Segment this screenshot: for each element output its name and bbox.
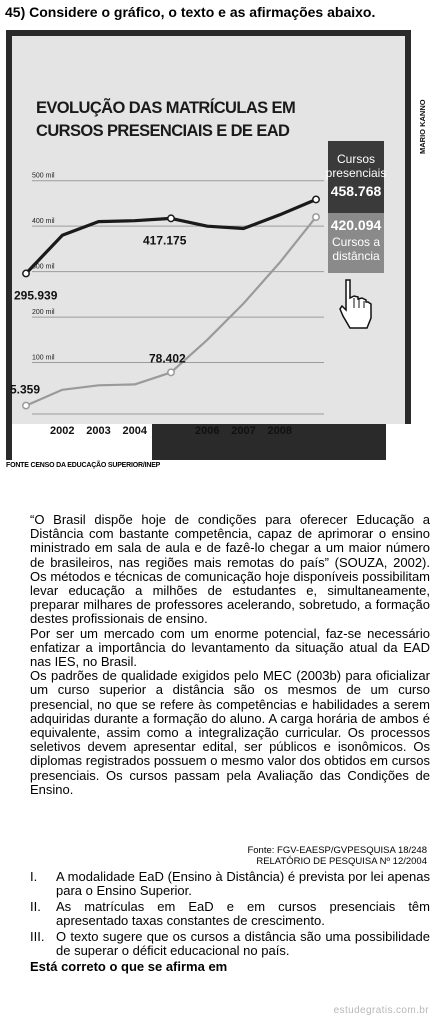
y-tick-label: 500 mil [32, 172, 55, 180]
site-watermark: estudegratis.com.br [333, 1005, 429, 1016]
statement-number: II. [30, 898, 41, 914]
passage-paragraph-3: Os padrões de qualidade exigidos pelo MEC (2003b) para oficializar um curso superior a distância são os mesmos de um curso presencial, no que se refere às competências e habilidades a serem adquiridas durante a formação do aluno. A carga horária de ambos é equivalente, assim como a integralização curricular. Os processos seletivos devem apresentar edital, ser públicos e isonômicos. Os diplomas registrados possuem o mesmo valor dos obtidos em cursos presenciais. Os cursos passam pela Avaliação das Condições de Ensino. [30, 668, 430, 797]
legend-presencial-title-1: Cursos [336, 152, 376, 166]
statement-number: I. [30, 869, 38, 884]
x-tick-label: 2003 [86, 425, 111, 437]
passage-source-line1: Fonte: FGV-EAESP/GVPESQUISA 18/248 [247, 845, 427, 856]
chart-canvas [6, 30, 411, 460]
legend-ead-title-2: distância [332, 249, 380, 263]
data-point-presencial [168, 215, 174, 221]
x-tick-label: 2002 [50, 425, 75, 437]
legend-presencial-value: 458.768 [330, 183, 382, 199]
data-point-ead [23, 402, 29, 408]
passage-source-line2: RELATÓRIO DE PESQUISA Nº 12/2004 [256, 856, 427, 867]
label-ead-mid: 78.402 [149, 351, 186, 366]
data-point-ead [168, 369, 174, 375]
y-tick-label: 100 mil [32, 354, 55, 362]
chart-title-line1: EVOLUÇÃO DAS MATRÍCULAS EM [36, 99, 296, 117]
chart-title-line2: CURSOS PRESENCIAIS E DE EAD [36, 122, 290, 140]
chart-corner-area [386, 424, 411, 460]
statement-number: III. [30, 928, 45, 944]
statements-list [30, 870, 430, 975]
passage-text [30, 513, 430, 797]
passage-paragraph-2: Por ser um mercado com um enorme potencial, faz-se necessário enfatizar a importância do levantamento da situação atual da EAD nas IES, no Brasil. [30, 625, 430, 670]
y-tick-label: 400 mil [32, 218, 55, 226]
statement-text: A modalidade EaD (Ensino à Distância) é prevista por lei apenas para o Ensino Superior. [56, 869, 430, 899]
chart-source: FONTE CENSO DA EDUCAÇÃO SUPERIOR/INEP [6, 462, 161, 469]
statement-text: O texto sugere que os cursos a distância são uma possibilidade de superar o déficit educacional no país. [56, 928, 430, 959]
data-point-ead [313, 214, 319, 220]
statement-item [30, 930, 430, 959]
illustrator-credit-text: MARIO KANNO [418, 99, 427, 154]
data-point-presencial [23, 270, 29, 276]
passage-paragraph-1: “O Brasil dispõe hoje de condições para oferecer Educação a Distância com bastante competência, capaz de aprimorar o ensino ministrado em sala de aula e de fazê-lo chegar a um maior número de brasileiros, nas regiões mais remotas do país” (SOUZA, 2002). Os métodos e técnicas de comunicação hoje disponíveis possibilitam levar educação a milhões de estudantes e, simultaneamente, preparar milhares de professores acelerando, sobretudo, a formação destes profissionais de ensino. [30, 512, 430, 627]
statement-item [30, 870, 430, 899]
y-tick-label: 200 mil [32, 309, 55, 317]
illustrator-credit [412, 46, 432, 156]
x-tick-label: 2007 [231, 425, 256, 437]
label-presencial-mid: 417.175 [143, 233, 187, 248]
question-prompt: Está correto o que se afirma em [30, 959, 228, 975]
x-tick-label: 2008 [267, 425, 292, 437]
x-tick-label: 2006 [195, 425, 220, 437]
label-ead-start: 5.359 [10, 382, 41, 397]
y-tick-label: 300 mil [32, 263, 55, 271]
enrollment-chart [6, 30, 411, 460]
legend-ead-title-1: Cursos a [331, 235, 381, 249]
data-point-presencial [313, 196, 319, 202]
x-tick-label: 2004 [122, 425, 147, 437]
label-presencial-start: 295.939 [14, 288, 58, 303]
statement-item [30, 900, 430, 929]
statement-text: As matrículas em EaD e em cursos presenciais têm apresentado taxas constantes de crescimento. [56, 898, 430, 929]
legend-ead-value: 420.094 [330, 217, 382, 233]
passage-source [167, 845, 427, 867]
legend-presencial-title-2: presenciais [325, 166, 387, 180]
question-title: 45) Considere o gráfico, o texto e as afirmações abaixo. [5, 4, 376, 20]
